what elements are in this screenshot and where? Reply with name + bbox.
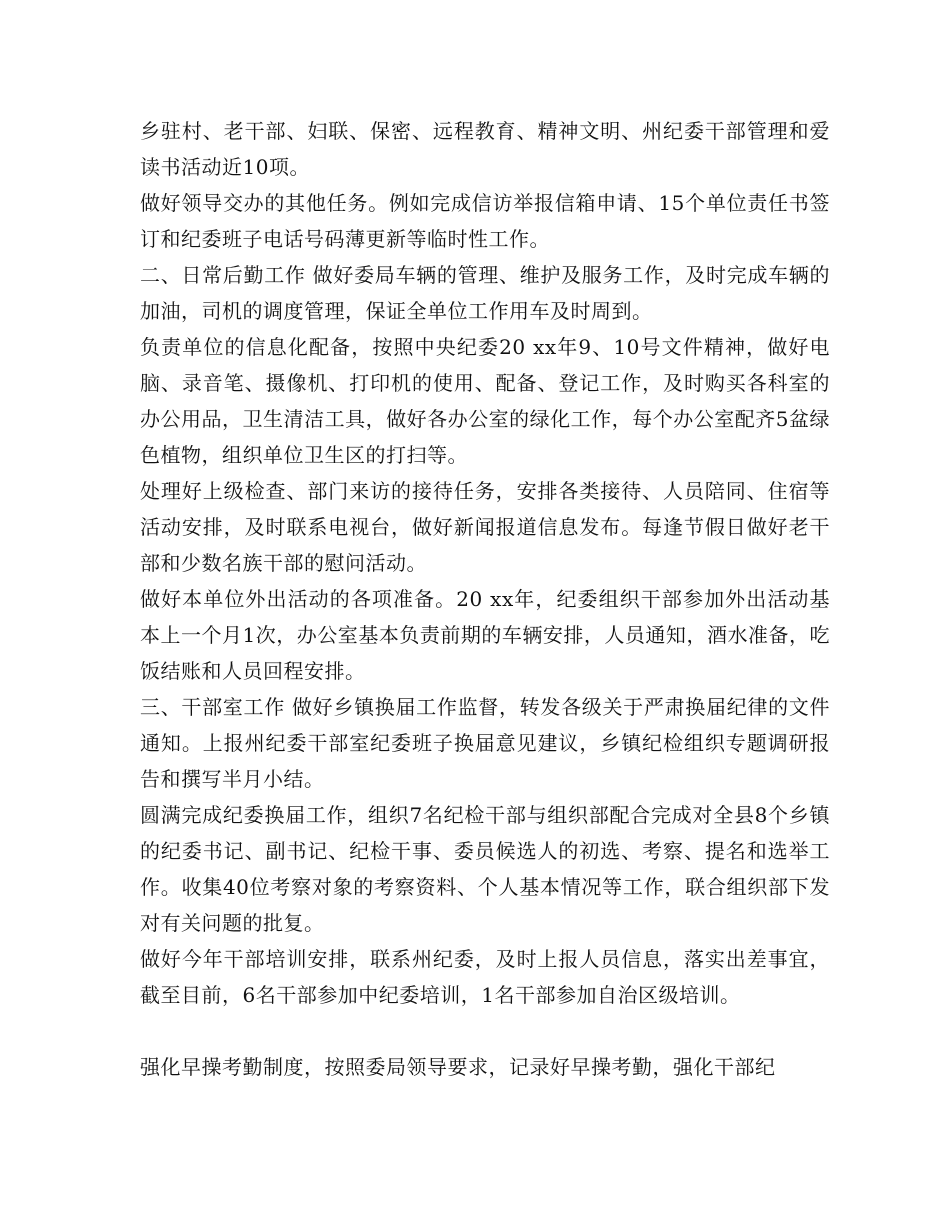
paragraph-10: 强化早操考勤制度，按照委局领导要求，记录好早操考勤，强化干部纪 [140, 1055, 776, 1079]
paragraph-6: 做好本单位外出活动的各项准备。20 xx年，纪委组织干部参加外出活动基本上一个月1次，办公室基本负责前期的车辆安排，人员通知，酒水准备，吃饭结账和人员回程安排。 [140, 587, 830, 683]
paragraph-1: 乡驻村、老干部、妇联、保密、远程教育、精神文明、州纪委干部管理和爱读书活动近10项。 [140, 119, 830, 179]
document-body [140, 113, 830, 1085]
paragraph-2: 做好领导交办的其他任务。例如完成信访举报信箱申请、15个单位责任书签订和纪委班子电话号码薄更新等临时性工作。 [140, 191, 830, 251]
paragraph-5: 处理好上级检查、部门来访的接待任务，安排各类接待、人员陪同、住宿等活动安排，及时联系电视台，做好新闻报道信息发布。每逢节假日做好老干部和少数名族干部的慰问活动。 [140, 479, 830, 575]
paragraph-4: 负责单位的信息化配备，按照中央纪委20 xx年9、10号文件精神，做好电脑、录音笔、摄像机、打印机的使用、配备、登记工作，及时购买各科室的办公用品，卫生清洁工具，做好各办公室的绿化工作，每个办公室配齐5盆绿色植物，组织单位卫生区的打扫等。 [140, 335, 830, 467]
paragraph-7: 三、干部室工作 做好乡镇换届工作监督，转发各级关于严肃换届纪律的文件通知。上报州纪委干部室纪委班子换届意见建议，乡镇纪检组织专题调研报告和撰写半月小结。 [140, 695, 830, 791]
paragraph-3: 二、日常后勤工作 做好委局车辆的管理、维护及服务工作，及时完成车辆的加油，司机的调度管理，保证全单位工作用车及时周到。 [140, 263, 830, 323]
paragraph-8: 圆满完成纪委换届工作，组织7名纪检干部与组织部配合完成对全县8个乡镇的纪委书记、副书记、纪检干事、委员候选人的初选、考察、提名和选举工作。收集40位考察对象的考察资料、个人基本情况等工作，联合组织部下发对有关问题的批复。 [140, 803, 830, 935]
paragraph-gap [140, 1013, 830, 1049]
paragraph-9: 做好今年干部培训安排，联系州纪委，及时上报人员信息，落实出差事宜，截至目前，6名干部参加中纪委培训，1名干部参加自治区级培训。 [140, 947, 830, 1007]
